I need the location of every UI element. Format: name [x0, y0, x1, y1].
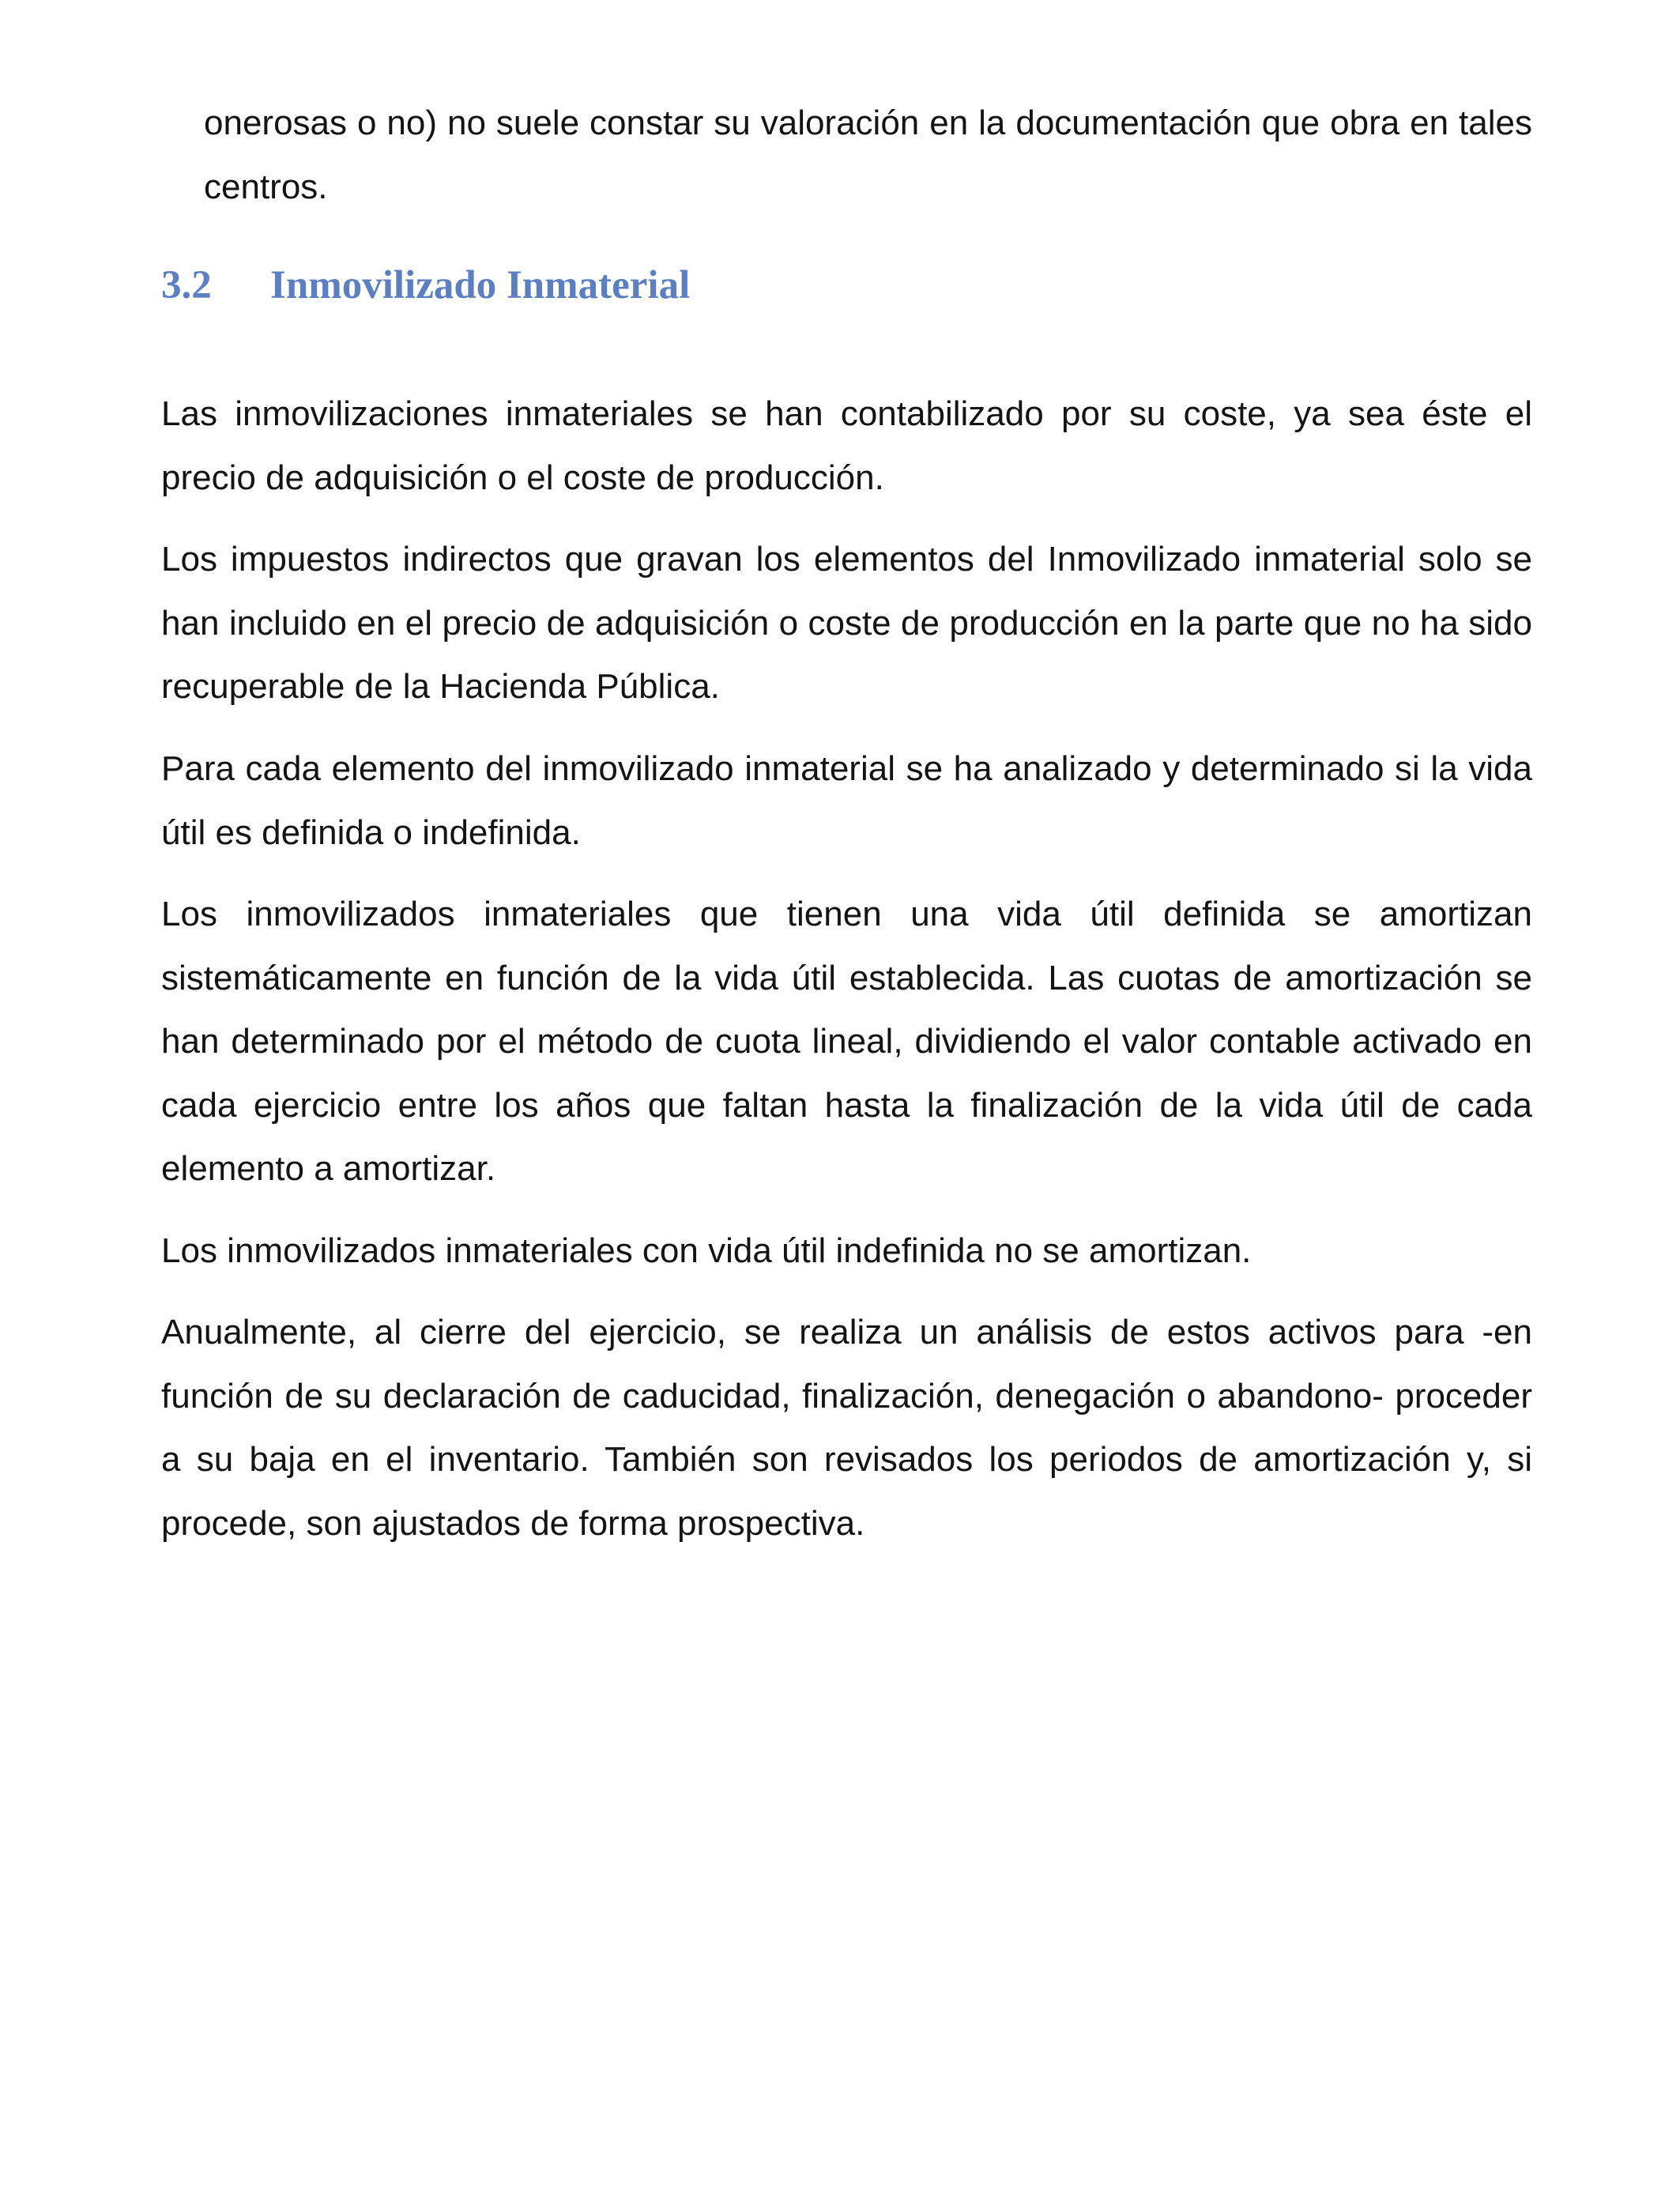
section-title: Inmovilizado Inmaterial	[270, 263, 691, 307]
section-number: 3.2	[161, 263, 212, 307]
section-heading	[161, 258, 690, 313]
paragraph-annual-review: Anualmente, al cierre del ejercicio, se realiza un análisis de estos activos para -en función de su declaración de caducidad, finalización, denegación o abandono- proceder a su baja en el inventario. También son revisados los periodos de amortización y, si procede, son ajustados de forma prospectiva.	[161, 1313, 1532, 1543]
paragraph-indefinite-life: Los inmovilizados inmateriales con vida útil indefinida no se amortizan.	[161, 1231, 1252, 1270]
paragraph-indirect-taxes: Los impuestos indirectos que gravan los elementos del Inmovilizado inmaterial solo se han incluido en el precio de adquisición o coste de producción en la parte que no ha sido recuperable de la Hacienda Pública.	[161, 540, 1532, 706]
paragraph-useful-life-analysis: Para cada elemento del inmovilizado inmaterial se ha analizado y determinado si la vida útil es definida o indefinida.	[161, 749, 1532, 852]
paragraph-amortization-method: Los inmovilizados inmateriales que tienen una vida útil definida se amortizan sistemáticamente en función de la vida útil establecida. Las cuotas de amortización se han determinado por el método de cuota lineal, dividiendo el valor contable activado en cada ejercicio entre los años que faltan hasta la finalización de la vida útil de cada elemento a amortizar.	[161, 895, 1532, 1188]
intro-continuation-paragraph: onerosas o no) no suele constar su valoración en la documentación que obra en tales centros.	[204, 104, 1532, 206]
paragraph-valuation-cost: Las inmovilizaciones inmateriales se han contabilizado por su coste, ya sea éste el precio de adquisición o el coste de producción.	[161, 394, 1532, 497]
